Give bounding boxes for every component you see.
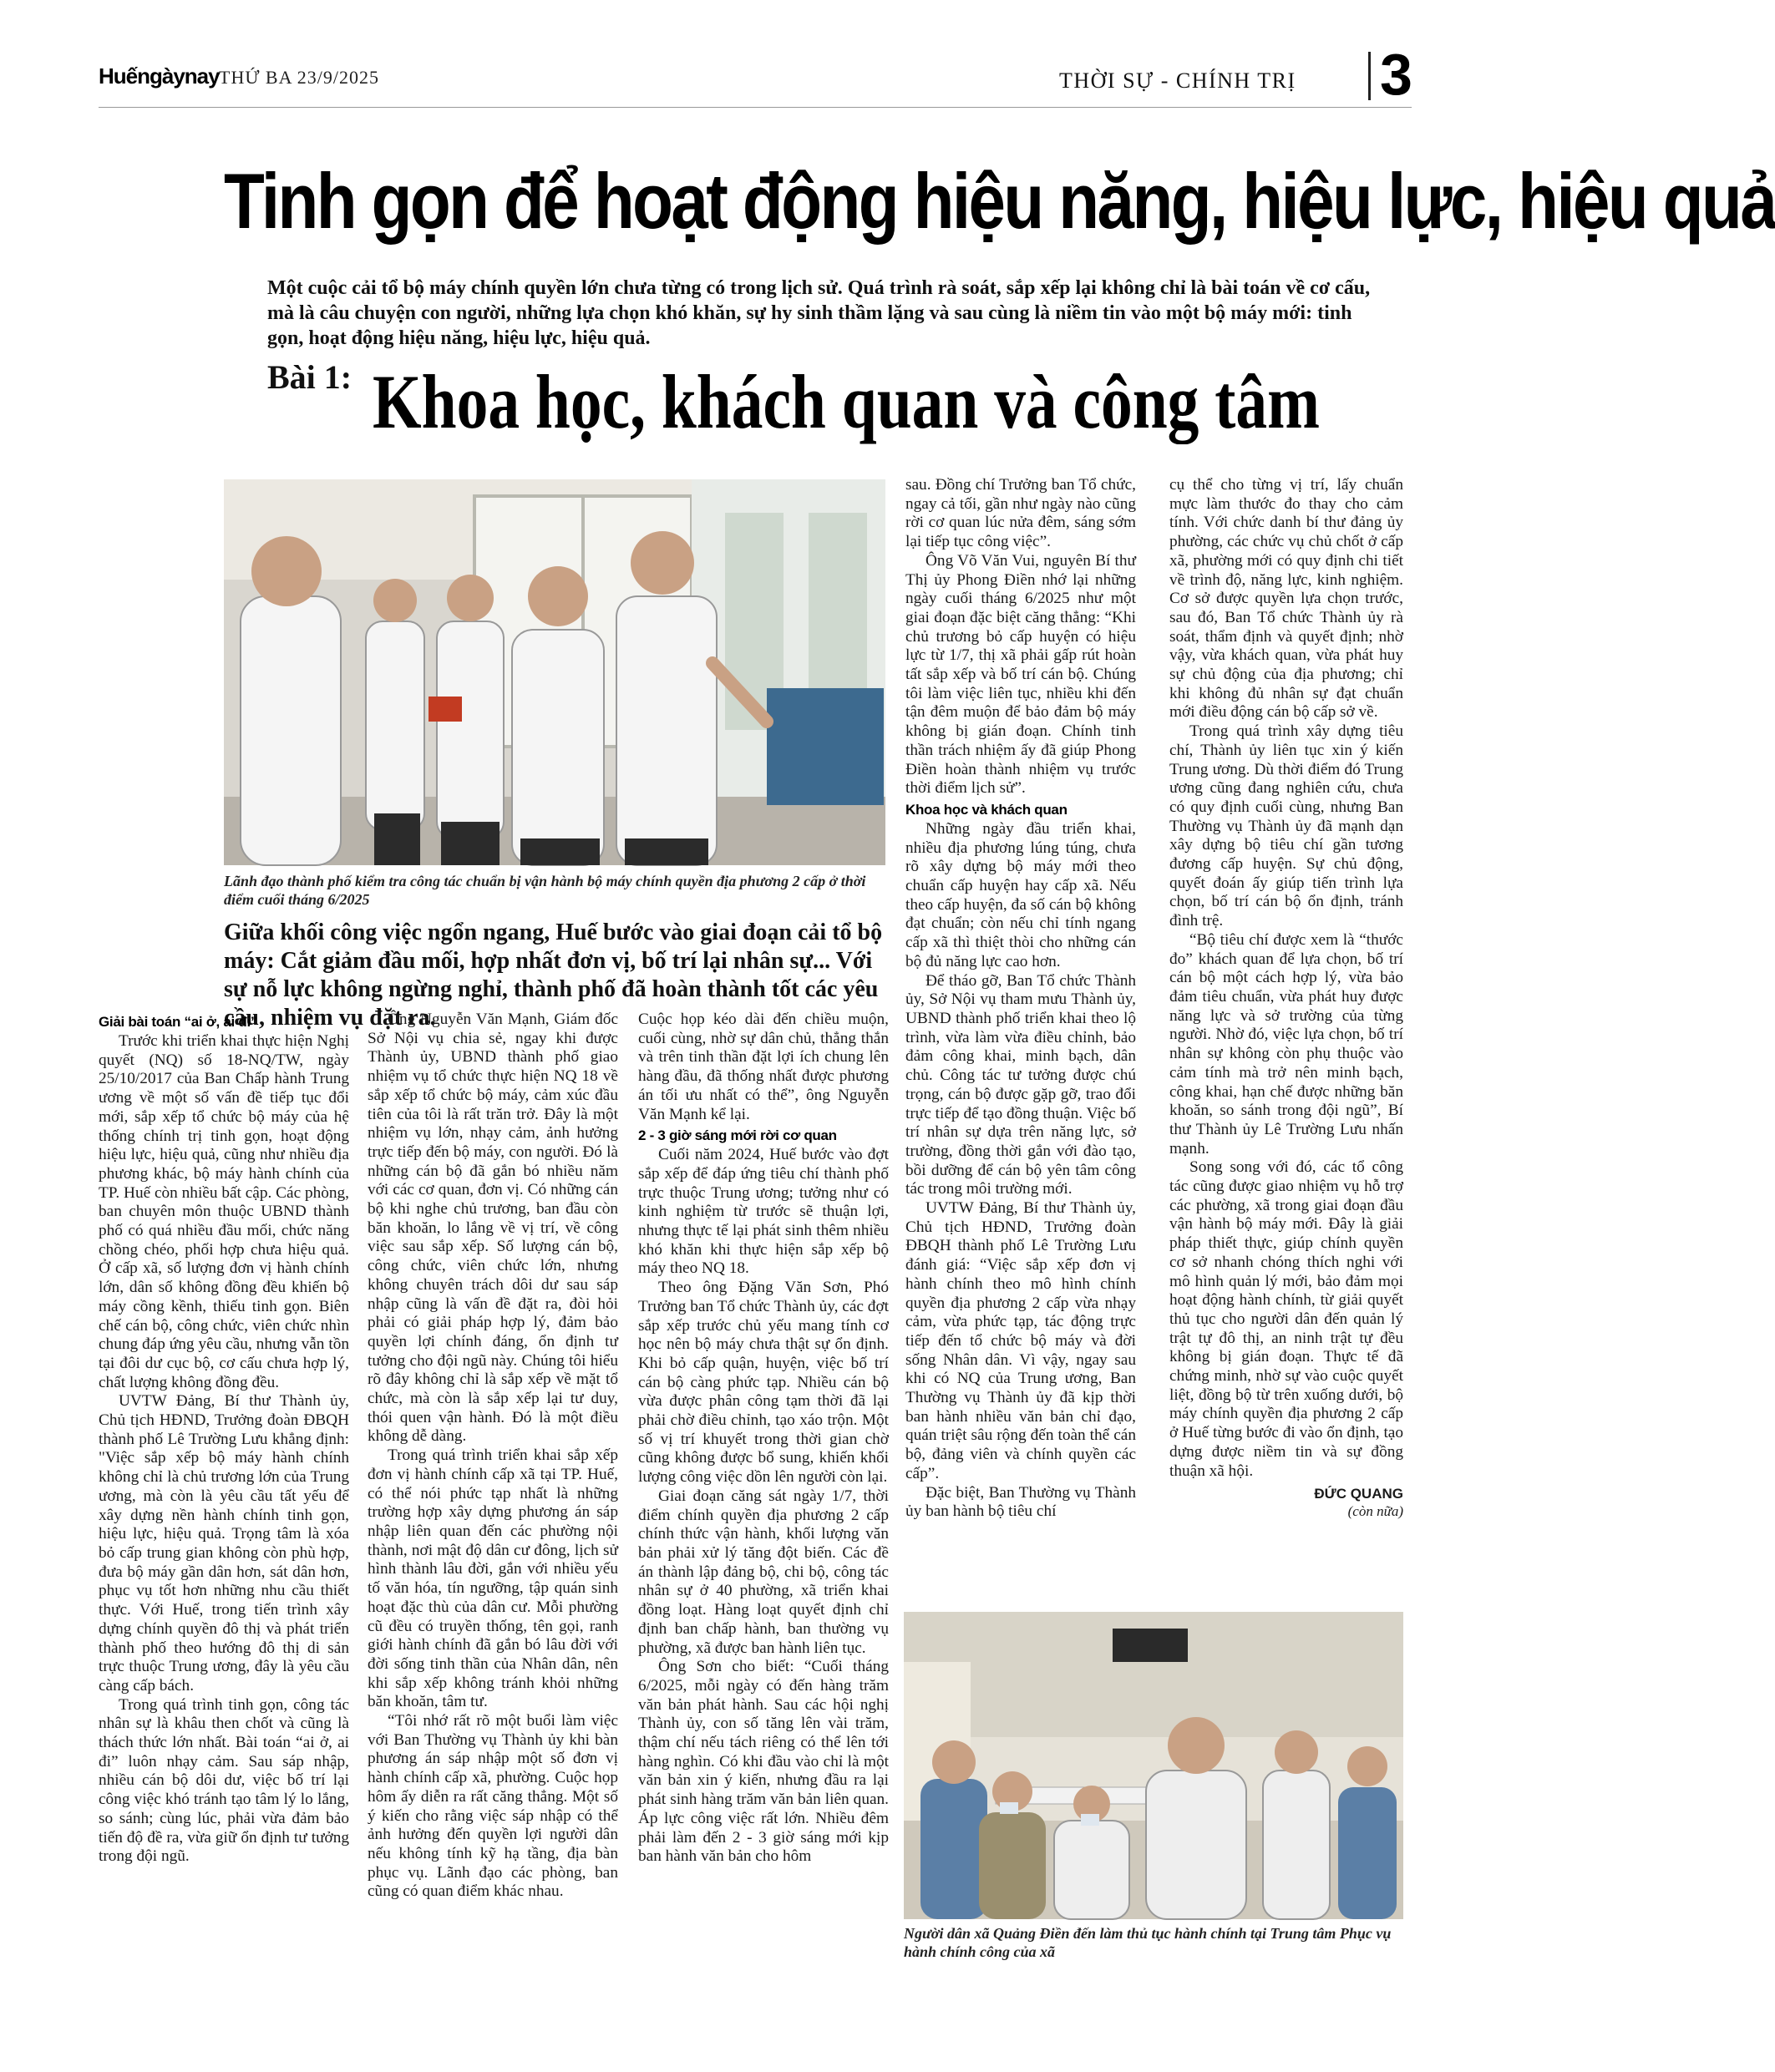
header-rule <box>99 107 1412 108</box>
article-headline: Tinh gọn để hoạt động hiệu năng, hiệu lực, hiệu quả <box>224 157 1775 245</box>
photo1-caption: Lãnh đạo thành phố kiểm tra công tác chuẩn bị vận hành bộ máy chính quyền địa phương 2 cấp ở thời điểm cuối tháng 6/2025 <box>224 873 866 908</box>
text-column-1 <box>99 1011 349 1867</box>
paragraph: cụ thể cho từng vị trí, lấy chuẩn mực làm thước đo thay cho cảm tính. Với chức danh bí thư đảng ủy phường, các chức vụ chủ chốt ở cấp xã, phường mới có quy định chi tiết về trình độ, năng lực, kinh nghiệm. Cơ sở được quyền lựa chọn trước, sau đó, Ban Tổ chức Thành ủy rà soát, thẩm định và quyết định; nhờ vậy, vừa khách quan, vừa phát huy sự chủ động của địa phương; chỉ khi không đủ nhân sự đạt chuẩn mới điều động cán bộ cấp sở về. <box>1169 476 1403 722</box>
text-column-4 <box>905 476 1136 1522</box>
text-column-5 <box>1169 476 1403 1522</box>
paragraph: Trước khi triển khai thực hiện Nghị quyết (NQ) số 18-NQ/TW, ngày 25/10/2017 của Ban Chấp hành Trung ương về một số vấn đề tiếp tục đổi mới, sắp xếp tổ chức bộ máy của hệ thống chính trị tinh gọn, hoạt động hiệu lực, hiệu quả, cũng như nhiều địa phương khác, bộ máy hành chính của TP. Huế còn nhiều bất cập. Các phòng, ban chuyên môn thuộc UBND thành phố có quá nhiều đầu mối, chức năng chồng chéo, phối hợp chưa hiệu quả. Ở cấp xã, số lượng đơn vị hành chính lớn, dân số không đồng đều khiến bộ máy cồng kềnh, thiếu tinh gọn. Biên chế cán bộ, công chức, viên chức nhìn chung đáp ứng yêu cầu, nhưng vẫn tồn tại đôi dư cục bộ, cơ cấu chưa hợp lý, chất lượng không đồng đều. <box>99 1032 349 1391</box>
paragraph: Trong quá trình xây dựng tiêu chí, Thành ủy liên tục xin ý kiến Trung ương. Dù thời điểm đó Trung ương cũng đang nghiên cứu, chưa có quy định cuối cùng, nhưng Ban Thường vụ Thành ủy đã mạnh dạn xây dựng bộ tiêu chí gần tương đương cấp huyện. Sự chủ động, quyết đoán ấy giúp tiến trình lựa chọn, bố trí cán bộ ổn định, tránh đình trệ. <box>1169 722 1403 930</box>
article-lede: Giữa khối công việc ngổn ngang, Huế bước vào giai đoạn cải tổ bộ máy: Cắt giảm đầu mối, hợp nhất đơn vị, bố trí lại nhân sự... Với sự nỗ lực không ngừng nghỉ, thành phố đã hoàn thành tốt các yêu cầu, nhiệm vụ đặt ra. <box>224 919 883 1031</box>
paragraph: UVTW Đảng, Bí thư Thành ủy, Chủ tịch HĐND, Trưởng đoàn ĐBQH thành phố Lê Trường Lưu đánh giá: “Việc sắp xếp đơn vị hành chính theo mô hình chính quyền địa phương 2 cấp vừa nhạy cảm, vừa phức tạp, tác động trực tiếp đến tổ chức bộ máy và đời sống Nhân dân. Vì vậy, ngay sau khi có NQ của Trung ương, Ban Thường vụ Thành ủy đã kịp thời ban hành nhiều văn bản chỉ đạo, quán triệt sâu rộng đến toàn thể cán bộ, đảng viên và chính quyền các cấp”. <box>905 1199 1136 1482</box>
section-subheading: Giải bài toán “ai ở, ai đi” <box>99 1014 258 1030</box>
header-divider <box>1368 52 1371 100</box>
continued-note: (còn nữa) <box>1347 1503 1403 1520</box>
issue-date: THỨ BA 23/9/2025 <box>219 67 379 88</box>
paragraph: Để tháo gỡ, Ban Tổ chức Thành ủy, Sở Nội vụ tham mưu Thành ủy, UBND thành phố triển khai theo lộ trình, vừa làm vừa điều chỉnh, bảo đảm công khai, minh bạch, dân chủ. Công tác tư tưởng được chú trọng, cán bộ được gặp gỡ, trao đổi trực tiếp để tạo đồng thuận. Việc bố trí nhân sự dựa trên năng lực, sở trường, đồng thời gắn với đào tạo, bồi dưỡng để cán bộ yên tâm công tác trong môi trường mới. <box>905 971 1136 1198</box>
paragraph: sau. Đồng chí Trưởng ban Tổ chức, ngay cả tối, gần như ngày nào cũng rời cơ quan lúc nửa đêm, sáng sớm lại tiếp tục công việc”. <box>905 476 1136 551</box>
paragraph: Cuộc họp kéo dài đến chiều muộn, cuối cùng, nhờ sự dân chủ, thẳng thắn và trên tinh thần đặt lợi ích chung lên hàng đầu, đã thống nhất được phương án tối ưu nhất có thể”, ông Nguyễn Văn Mạnh kể lại. <box>638 1011 889 1123</box>
photo-public-service-center <box>904 1612 1403 1919</box>
paragraph: Song song với đó, các tổ công tác cũng được giao nhiệm vụ hỗ trợ các phường, xã trong giai đoạn đầu vận hành bộ máy mới. Đây là giải pháp thiết thực, giúp chính quyền cơ sở nhanh chóng thích nghi với mô hình quản lý mới, bảo đảm mọi hoạt động hành chính, từ giải quyết thủ tục cho người dân đến quản lý trật tự đô thị, an ninh trật tự đều không bị gián đoạn. Thực tế đã chứng minh, nhờ sự vào cuộc quyết liệt, đồng bộ từ trên xuống dưới, bộ máy chính quyền địa phương 2 cấp ở Huế từng bước đi vào ổn định, tạo dựng được niềm tin và sự đồng thuận xã hội. <box>1169 1158 1403 1480</box>
photo2-caption: Người dân xã Quảng Điền đến làm thủ tục hành chính tại Trung tâm Phục vụ hành chính công của xã <box>904 1925 1392 1960</box>
section-subheading: Khoa học và khách quan <box>905 801 1068 818</box>
paragraph: Ông Nguyễn Văn Mạnh, Giám đốc Sở Nội vụ chia sẻ, ngay khi được Thành ủy, UBND thành phố giao nhiệm vụ tổ chức thực hiện NQ 18 về sắp xếp tổ chức bộ máy, cảm xúc đầu tiên của tôi là rất trăn trở. Đây là một nhiệm vụ lớn, nhạy cảm, ảnh hưởng trực tiếp đến bộ máy, con người. Đó là những cán bộ đã gắn bó nhiều năm với các cơ quan, đơn vị. Có những cán bộ khi nghe chủ trương, ban đầu còn băn khoăn, lo lắng về vị trí, về công việc sau sắp xếp. Số lượng cán bộ, công chức, viên chức lớn, nhưng không chuyên trách dôi dư sau sáp nhập cũng là vấn đề đặt ra, đòi hỏi phải có giải pháp hợp lý, đảm bảo quyền lợi chính đáng, ổn định tư tưởng cho đội ngũ này. Chúng tôi hiểu rõ đây không chỉ là sắp xếp về mặt tổ chức, mà còn là sắp xếp lại tư duy, thói quen vận hành. Đó là một điều không dễ dàng. <box>368 1011 618 1446</box>
text-column-2 <box>368 1011 618 1902</box>
photo-officials-illustration <box>224 479 885 865</box>
paragraph: UVTW Đảng, Bí thư Thành ủy, Chủ tịch HĐND, Trưởng đoàn ĐBQH thành phố Lê Trường Lưu khẳng định: "Việc sắp xếp bộ máy hành chính không chỉ là chủ trương lớn của Trung ương, mà còn là yêu cầu tất yếu để xây dựng nền hành chính tinh gọn, hiệu lực, hiệu quả. Trọng tâm là xóa bỏ cấp trung gian không còn phù hợp, đưa bộ máy gần dân hơn, sát dân hơn, phục vụ tốt hơn những nhu cầu thiết thực. Với Huế, trong tiến trình xây dựng chính quyền đô thị và phát triển thành phố theo hướng đô thị di sản trực thuộc Trung ương, đây là yêu cầu càng cấp bách. <box>99 1392 349 1695</box>
series-label: Bài 1: <box>267 358 352 396</box>
paragraph: “Tôi nhớ rất rõ một buổi làm việc với Ban Thường vụ Thành ủy khi bàn phương án sáp nhập một số đơn vị hành chính cấp xã, phường. Cuộc họp hôm ấy diễn ra rất căng thẳng. Một số ý kiến cho rằng việc sáp nhập có thể ảnh hưởng đến quyền lợi người dân nếu không tính kỹ hạ tầng, địa bàn phục vụ. Lãnh đạo các phòng, ban cũng có quan điểm khác nhau. <box>368 1712 618 1901</box>
paragraph: Giai đoạn căng sát ngày 1/7, thời điểm chính quyền địa phương 2 cấp chính thức vận hành, khối lượng văn bản phải xử lý tăng đột biến. Các đề án thành lập đảng bộ, chi bộ, công tác nhân sự ở 40 phường, xã triển khai đồng loạt. Hàng loạt quyết định chỉ định ban chấp hành, ban thường vụ phường, xã được ban hành liên tục. <box>638 1487 889 1657</box>
article-subheadline: Khoa học, khách quan và công tâm <box>373 359 1320 444</box>
paragraph: Những ngày đầu triển khai, nhiều địa phương lúng túng, chưa rõ xây dựng bộ máy mới theo chuẩn cấp huyện hay cấp xã. Nếu theo cấp huyện, đa số cán bộ không đạt chuẩn; còn nếu chỉ tính ngang cấp xã thì thiệt thòi cho những cán bộ đủ năng lực cao hơn. <box>905 819 1136 970</box>
author-byline: ĐỨC QUANG <box>1314 1486 1403 1502</box>
paragraph: Trong quá trình tinh gọn, công tác nhân sự là khâu then chốt và cũng là thách thức lớn nhất. Bài toán “ai ở, ai đi” luôn nhạy cảm. Sau sáp nhập, nhiều cán bộ dôi dư, việc bố trí lại công việc khó tránh tạo tâm lý lo lắng, so sánh; cùng lúc, phải vừa đảm bảo tiến độ đề ra, vừa giữ ổn định tư tưởng trong đội ngũ. <box>99 1695 349 1866</box>
paragraph: “Bộ tiêu chí được xem là “thước đo” khách quan để lựa chọn, bố trí cán bộ một cách hợp lý, vừa bảo đảm tiêu chuẩn, vừa phát huy được năng lực và sở trường của từng người. Nhờ đó, việc lựa chọn, bố trí nhân sự không còn phụ thuộc vào cảm tính mà trở nên minh bạch, công khai, hạn chế được những băn khoăn, so sánh trong đội ngũ”, Bí thư Thành ủy Lê Trường Lưu nhấn mạnh. <box>1169 930 1403 1158</box>
article-standfirst: Một cuộc cải tổ bộ máy chính quyền lớn chưa từng có trong lịch sử. Quá trình rà soát, sắp xếp lại không chỉ là bài toán về cơ cấu, mà là câu chuyện con người, những lựa chọn khó khăn, sự hy sinh thầm lặng và sau cùng là niềm tin vào một bộ máy mới: tinh gọn, hoạt động hiệu năng, hiệu lực, hiệu quả. <box>267 277 1371 349</box>
paragraph: Theo ông Đặng Văn Sơn, Phó Trưởng ban Tổ chức Thành ủy, các đợt sắp xếp trước chủ yếu mang tính cơ học nên bộ máy chưa thật sự ổn định. Khi bỏ cấp quận, huyện, việc bố trí cán bộ càng phức tạp. Nhiều cán bộ vừa được phân công tạm thời đã lại phải chờ điều chỉnh, tạo xáo trộn. Một số vị trí khuyết trong thời gian chờ cũng không được bổ sung, khiến khối lượng công việc dồn lên người còn lại. <box>638 1279 889 1487</box>
masthead-brand: Huếngàynay <box>99 63 220 89</box>
text-column-3 <box>638 1011 889 1867</box>
paragraph: Ông Võ Văn Vui, nguyên Bí thư Thị ủy Phong Điền nhớ lại những ngày cuối tháng 6/2025 như một giai đoạn đặc biệt căng thẳng: “Khi chủ trương bỏ cấp huyện có hiệu lực từ 1/7, thị xã phải gấp rút hoàn tất sắp xếp và bố trí cán bộ. Chúng tôi làm việc liên tục, nhiều khi đến tận đêm muộn để bảo đảm bộ máy không bị gián đoạn. Chính tinh thần trách nhiệm ấy đã giúp Phong Điền hoàn thành nhiệm vụ trước thời điểm lịch sử”. <box>905 551 1136 798</box>
paragraph: Cuối năm 2024, Huế bước vào đợt sắp xếp để đáp ứng tiêu chí thành phố trực thuộc Trung ương; tưởng như có kinh nghiệm từ trước sẽ thuận lợi, nhưng thực tế lại phát sinh thêm nhiều khó khăn khi thực hiện sắp xếp bộ máy theo NQ 18. <box>638 1146 889 1278</box>
photo-citizens-illustration <box>904 1612 1403 1919</box>
page-number: 3 <box>1380 42 1412 107</box>
paragraph: Ông Sơn cho biết: “Cuối tháng 6/2025, mỗi ngày có đến hàng trăm văn bản phát hành. Sau các hội nghị Thành ủy, con số tăng lên vài trăm, thậm chí nếu tách riêng có thể lên tới hàng nghìn. Có khi đầu vào chỉ là một văn bản xin ý kiến, nhưng đầu ra lại phát sinh hàng trăm văn bản liên quan. Áp lực công việc rất lớn. Nhiều đêm phải làm đến 2 - 3 giờ sáng mới kịp ban hành văn bản cho hôm <box>638 1658 889 1866</box>
paragraph: Đặc biệt, Ban Thường vụ Thành ủy ban hành bộ tiêu chí <box>905 1483 1136 1521</box>
photo-officials-inspection <box>224 479 885 865</box>
section-subheading: 2 - 3 giờ sáng mới rời cơ quan <box>638 1127 837 1144</box>
section-title: THỜI SỰ - CHÍNH TRỊ <box>1059 68 1296 93</box>
paragraph: Trong quá trình triển khai sắp xếp đơn vị hành chính cấp xã tại TP. Huế, có thể nói phức tạp nhất là những trường hợp xây dựng phương án sáp nhập liên quan đến các phường nội thành, nơi mật độ dân cư đông, lịch sử hình thành lâu đời, gắn với nhiều yếu tố văn hóa, tín ngưỡng, tập quán sinh hoạt đặc thù của dân cư. Mỗi phường cũ đều có truyền thống, tên gọi, ranh giới hành chính đã gắn bó lâu đời với đời sống tinh thần của Nhân dân, nên khi sắp xếp không tránh khỏi những băn khoăn, tâm tư. <box>368 1446 618 1711</box>
